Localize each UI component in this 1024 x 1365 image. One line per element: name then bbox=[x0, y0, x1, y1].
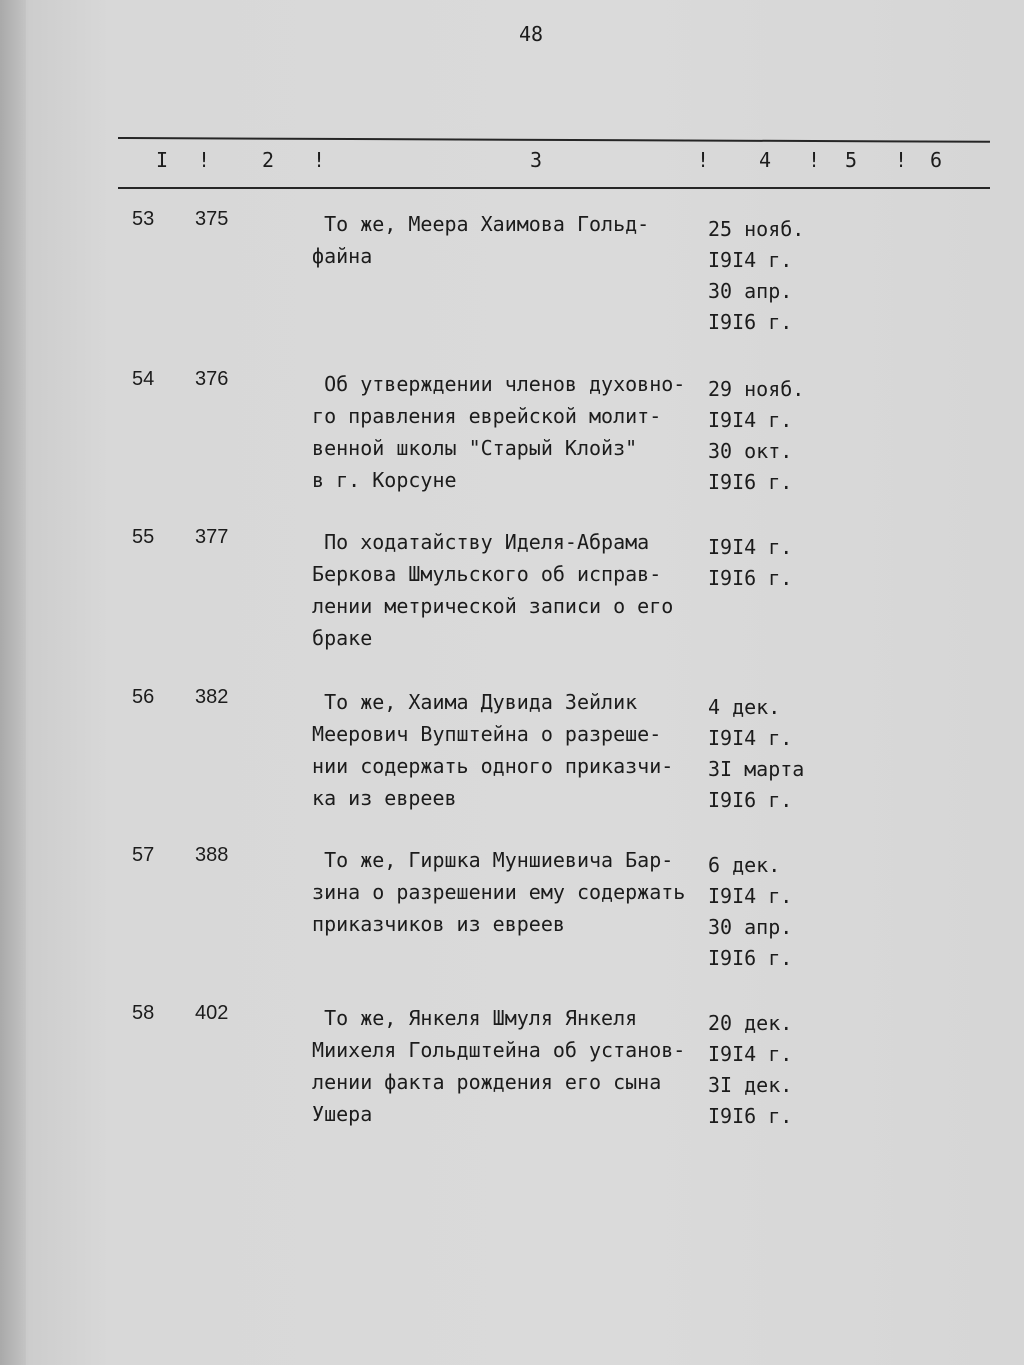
case-title bbox=[300, 526, 712, 654]
case-date-line: 3I марта bbox=[708, 757, 805, 781]
header-top-rule bbox=[118, 137, 990, 143]
case-dates bbox=[708, 532, 818, 594]
case-title bbox=[300, 686, 712, 814]
case-date-line: 29 нояб. bbox=[708, 377, 805, 401]
case-date-line: I9I4 г. bbox=[708, 535, 793, 559]
case-date-line: 4 дек. bbox=[708, 695, 781, 719]
case-number: 402 bbox=[195, 1002, 229, 1024]
header-col-2: 2 bbox=[262, 148, 275, 172]
case-title-line: нии содержать одного приказчи- bbox=[300, 754, 674, 778]
case-title-line: Меерович Вупштейна о разреше- bbox=[300, 722, 662, 746]
case-date-line: 20 дек. bbox=[708, 1011, 793, 1035]
case-date-line: 30 окт. bbox=[708, 439, 793, 463]
case-title-line: в г. Корсуне bbox=[300, 468, 457, 492]
case-title-line: Миихеля Гольдштейна об установ- bbox=[300, 1038, 686, 1062]
row-number: 54 bbox=[132, 368, 155, 390]
case-date-line: I9I4 г. bbox=[708, 726, 793, 750]
case-title-line: венной школы "Старый Клойз" bbox=[300, 436, 638, 460]
case-date-line: I9I4 г. bbox=[708, 1042, 793, 1066]
case-title bbox=[300, 844, 712, 940]
header-separator: ! bbox=[313, 148, 326, 172]
case-date-line: I9I6 г. bbox=[708, 310, 793, 334]
case-title-line: лении факта рождения его сына bbox=[300, 1070, 662, 1094]
case-title-line: Об утверждении членов духовно- bbox=[300, 372, 686, 396]
case-date-line: I9I6 г. bbox=[708, 1104, 793, 1128]
table-header bbox=[0, 144, 1024, 180]
case-title bbox=[300, 208, 712, 272]
case-date-line: I9I4 г. bbox=[708, 884, 793, 908]
row-number: 55 bbox=[132, 526, 155, 548]
book-spine-shadow bbox=[0, 0, 26, 1365]
case-title-line: То же, Хаима Дувида Зейлик bbox=[300, 690, 638, 714]
header-separator: ! bbox=[808, 148, 821, 172]
case-title-line: браке bbox=[300, 626, 373, 650]
case-number: 377 bbox=[195, 526, 229, 548]
header-bottom-rule bbox=[118, 187, 990, 189]
row-number: 56 bbox=[132, 686, 155, 708]
case-date-line: 6 дек. bbox=[708, 853, 781, 877]
case-number: 375 bbox=[195, 208, 229, 230]
case-title bbox=[300, 368, 712, 496]
case-title bbox=[300, 1002, 712, 1130]
case-dates bbox=[708, 850, 818, 974]
case-number: 388 bbox=[195, 844, 229, 866]
case-date-line: I9I6 г. bbox=[708, 566, 793, 590]
case-title-line: Ушера bbox=[300, 1102, 373, 1126]
row-number: 58 bbox=[132, 1002, 155, 1024]
case-title-line: зина о разрешении ему содержать bbox=[300, 880, 686, 904]
case-title-line: приказчиков из евреев bbox=[300, 912, 565, 936]
header-col-6: 6 bbox=[930, 148, 943, 172]
case-title-line: файна bbox=[300, 244, 373, 268]
case-date-line: 30 апр. bbox=[708, 915, 793, 939]
page-number: 48 bbox=[519, 22, 544, 46]
case-title-line: лении метрической записи о его bbox=[300, 594, 674, 618]
case-date-line: 30 апр. bbox=[708, 279, 793, 303]
header-separator: ! bbox=[198, 148, 211, 172]
case-date-line: 3I дек. bbox=[708, 1073, 793, 1097]
header-separator: ! bbox=[895, 148, 908, 172]
case-date-line: I9I6 г. bbox=[708, 470, 793, 494]
case-date-line: I9I4 г. bbox=[708, 408, 793, 432]
case-title-line: То же, Янкеля Шмуля Янкеля bbox=[300, 1006, 638, 1030]
case-date-line: I9I6 г. bbox=[708, 946, 793, 970]
case-title-line: То же, Гиршка Муншиевича Бар- bbox=[300, 848, 674, 872]
case-date-line: 25 нояб. bbox=[708, 217, 805, 241]
case-title-line: По ходатайству Иделя-Абрама bbox=[300, 530, 650, 554]
case-date-line: I9I4 г. bbox=[708, 248, 793, 272]
header-col-4: 4 bbox=[759, 148, 772, 172]
header-col-1: I bbox=[156, 148, 169, 172]
case-title-line: То же, Меера Хаимова Гольд- bbox=[300, 212, 650, 236]
case-number: 376 bbox=[195, 368, 229, 390]
case-date-line: I9I6 г. bbox=[708, 788, 793, 812]
row-number: 53 bbox=[132, 208, 155, 230]
header-col-3: 3 bbox=[530, 148, 543, 172]
case-dates bbox=[708, 1008, 818, 1132]
case-dates bbox=[708, 692, 818, 816]
header-separator: ! bbox=[697, 148, 710, 172]
case-number: 382 bbox=[195, 686, 229, 708]
case-dates bbox=[708, 214, 818, 338]
case-title-line: Беркова Шмульского об исправ- bbox=[300, 562, 662, 586]
header-col-5: 5 bbox=[845, 148, 858, 172]
case-title-line: ка из евреев bbox=[300, 786, 457, 810]
case-title-line: го правления еврейской молит- bbox=[300, 404, 662, 428]
row-number: 57 bbox=[132, 844, 155, 866]
case-dates bbox=[708, 374, 818, 498]
